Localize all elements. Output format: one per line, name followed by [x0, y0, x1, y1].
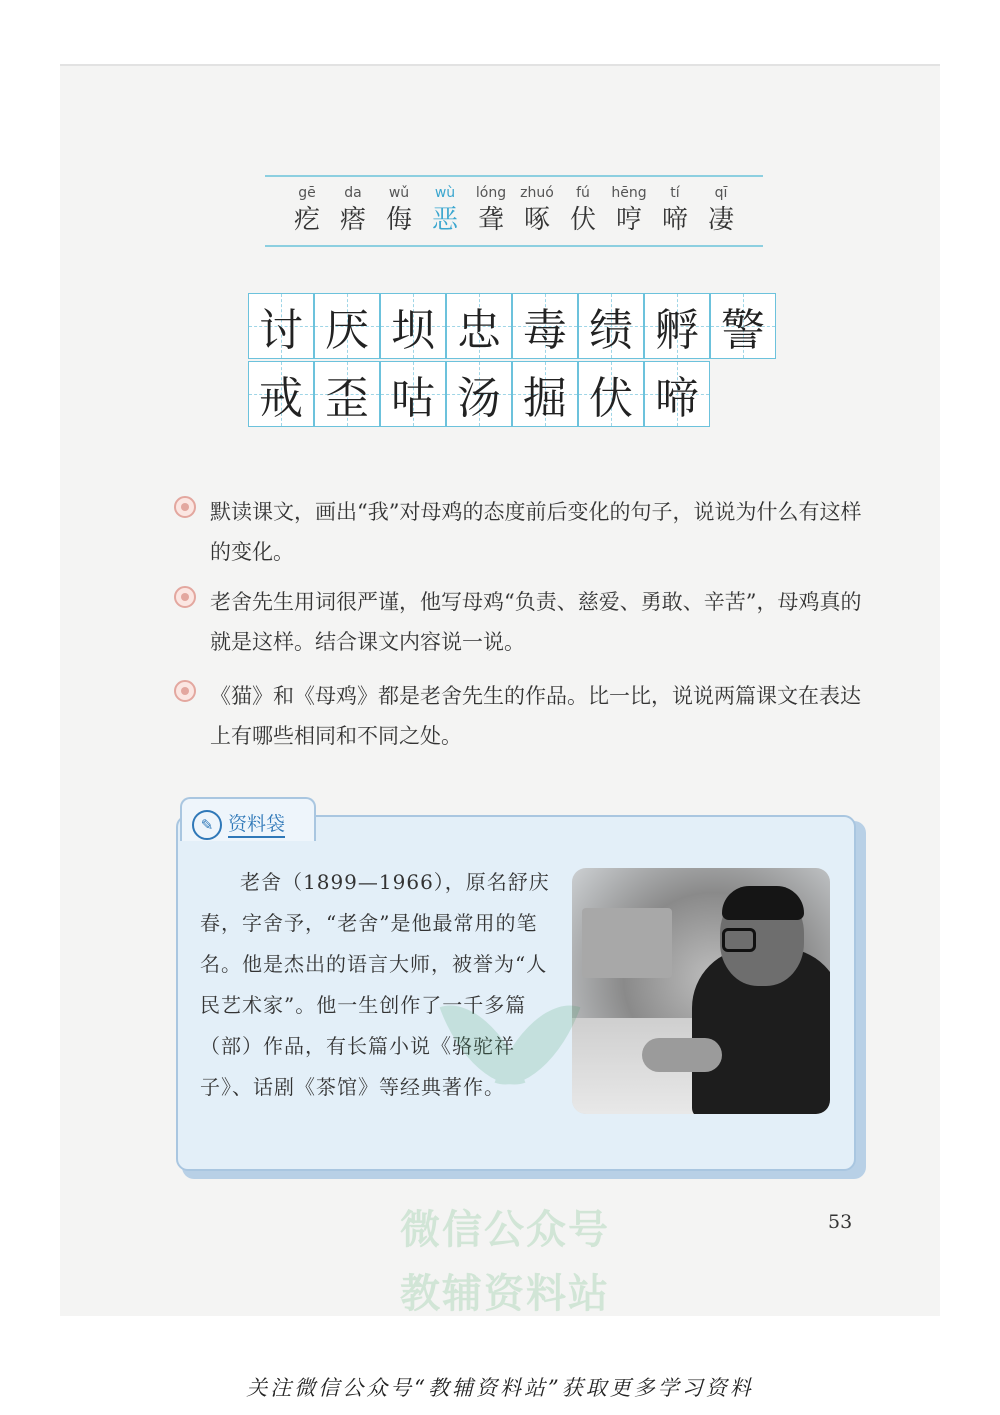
- grid-cell: [248, 361, 314, 427]
- grid-character: 忠: [457, 305, 501, 356]
- hanzi-text: 疙: [293, 205, 320, 235]
- question-text: 《猫》和《母鸡》都是老舍先生的作品。比一比，说说两篇课文在表达上有哪些相同和不同之处。: [210, 684, 861, 748]
- pinyin-word: [469, 183, 513, 237]
- hanzi-text: 哼: [615, 205, 642, 235]
- pinyin-word: [607, 183, 651, 237]
- question-3: [174, 676, 874, 756]
- watermark-line-1: 微信公众号: [400, 1207, 610, 1253]
- hanzi-text: 啄: [523, 205, 550, 235]
- pinyin-text: hēng: [611, 185, 647, 201]
- pinyin-text: wǔ: [388, 185, 410, 201]
- grid-character: 歪: [325, 373, 369, 424]
- pinyin-text: lóng: [475, 185, 507, 201]
- pinyin-text: tí: [670, 185, 680, 201]
- grid-character: 掘: [523, 373, 567, 424]
- photo-hair: [722, 886, 804, 920]
- pinyin-text: da: [344, 185, 362, 201]
- question-2: [174, 582, 874, 662]
- info-text: 老舍（1899—1966），原名舒庆春，字舍予，“老舍”是他最常用的笔名。他是杰出的语言大师，被誉为“人民艺术家”。他一生创作了一千多篇（部）作品，有长篇小说《骆驼祥子》、话剧《茶馆》等经典著作。: [200, 870, 550, 1099]
- info-bag-icon: ✎: [192, 810, 222, 840]
- grid-character: 咕: [391, 373, 435, 424]
- pinyin-text: wù: [434, 185, 456, 201]
- hanzi-text: 恶: [431, 205, 458, 235]
- band-top-rule: [265, 175, 763, 177]
- pinyin-word: [331, 183, 375, 237]
- grid-cell: [380, 293, 446, 359]
- grid-cell: [314, 293, 380, 359]
- hanzi-text: 啼: [661, 205, 688, 235]
- grid-character: 绩: [589, 305, 633, 356]
- footer-notice: 关注微信公众号“教辅资料站”获取更多学习资料: [246, 1376, 754, 1400]
- hanzi-text: 伏: [569, 205, 596, 235]
- grid-cell: [512, 361, 578, 427]
- hanzi-text: 瘩: [339, 205, 366, 235]
- grid-character: 伏: [589, 373, 633, 424]
- grid-cell: [446, 361, 512, 427]
- band-bottom-rule: [265, 245, 763, 247]
- grid-cell: [578, 293, 644, 359]
- grid-character: 坝: [391, 305, 435, 356]
- grid-character: 孵: [655, 305, 699, 356]
- grid-cell: [248, 293, 314, 359]
- pinyin-word: [653, 183, 697, 237]
- pinyin-text: qī: [714, 185, 728, 201]
- pinyin-word: [377, 183, 421, 237]
- watermark-line-2: 教辅资料站: [400, 1271, 610, 1317]
- hanzi-text: 凄: [707, 205, 734, 235]
- question-text: 默读课文，画出“我”对母鸡的态度前后变化的句子，说说为什么有这样的变化。: [210, 500, 862, 564]
- grid-cell: [512, 293, 578, 359]
- pinyin-word: [561, 183, 605, 237]
- hanzi-text: 聋: [477, 205, 504, 235]
- grid-character: 汤: [457, 373, 501, 424]
- photo-books: [582, 908, 672, 978]
- watermark-logo-icon: [455, 985, 565, 1135]
- grid-character: 啼: [655, 373, 699, 424]
- author-photo: [572, 868, 830, 1114]
- question-bullet-icon: [174, 496, 196, 518]
- pinyin-word: [423, 183, 467, 237]
- grid-cell: [578, 361, 644, 427]
- grid-cell: [380, 361, 446, 427]
- grid-character: 警: [721, 305, 765, 356]
- pinyin-word-band: [265, 175, 763, 247]
- photo-hand: [642, 1038, 722, 1072]
- grid-cell: [314, 361, 380, 427]
- grid-character: 讨: [259, 305, 303, 356]
- grid-character: 毒: [523, 305, 567, 356]
- grid-cell: [644, 293, 710, 359]
- question-1: [174, 492, 874, 572]
- question-bullet-icon: [174, 586, 196, 608]
- grid-character: 戒: [259, 373, 303, 424]
- hanzi-text: 侮: [385, 205, 412, 235]
- pinyin-word: [515, 183, 559, 237]
- grid-cell: [644, 361, 710, 427]
- question-text: 老舍先生用词很严谨，他写母鸡“负责、慈爱、勇敢、辛苦”，母鸡真的就是这样。结合课文内容说一说。: [210, 590, 862, 654]
- pinyin-word: [699, 183, 743, 237]
- pinyin-word: [285, 183, 329, 237]
- info-tab-label: 资料袋: [228, 812, 285, 838]
- pinyin-text: fú: [576, 185, 590, 201]
- photo-glasses: [722, 928, 756, 952]
- grid-cell: [710, 293, 776, 359]
- grid-character: 厌: [325, 305, 369, 356]
- grid-cell: [446, 293, 512, 359]
- page-number: 53: [828, 1211, 853, 1233]
- pinyin-text: gē: [298, 185, 316, 201]
- question-bullet-icon: [174, 680, 196, 702]
- pinyin-text: zhuó: [520, 185, 554, 201]
